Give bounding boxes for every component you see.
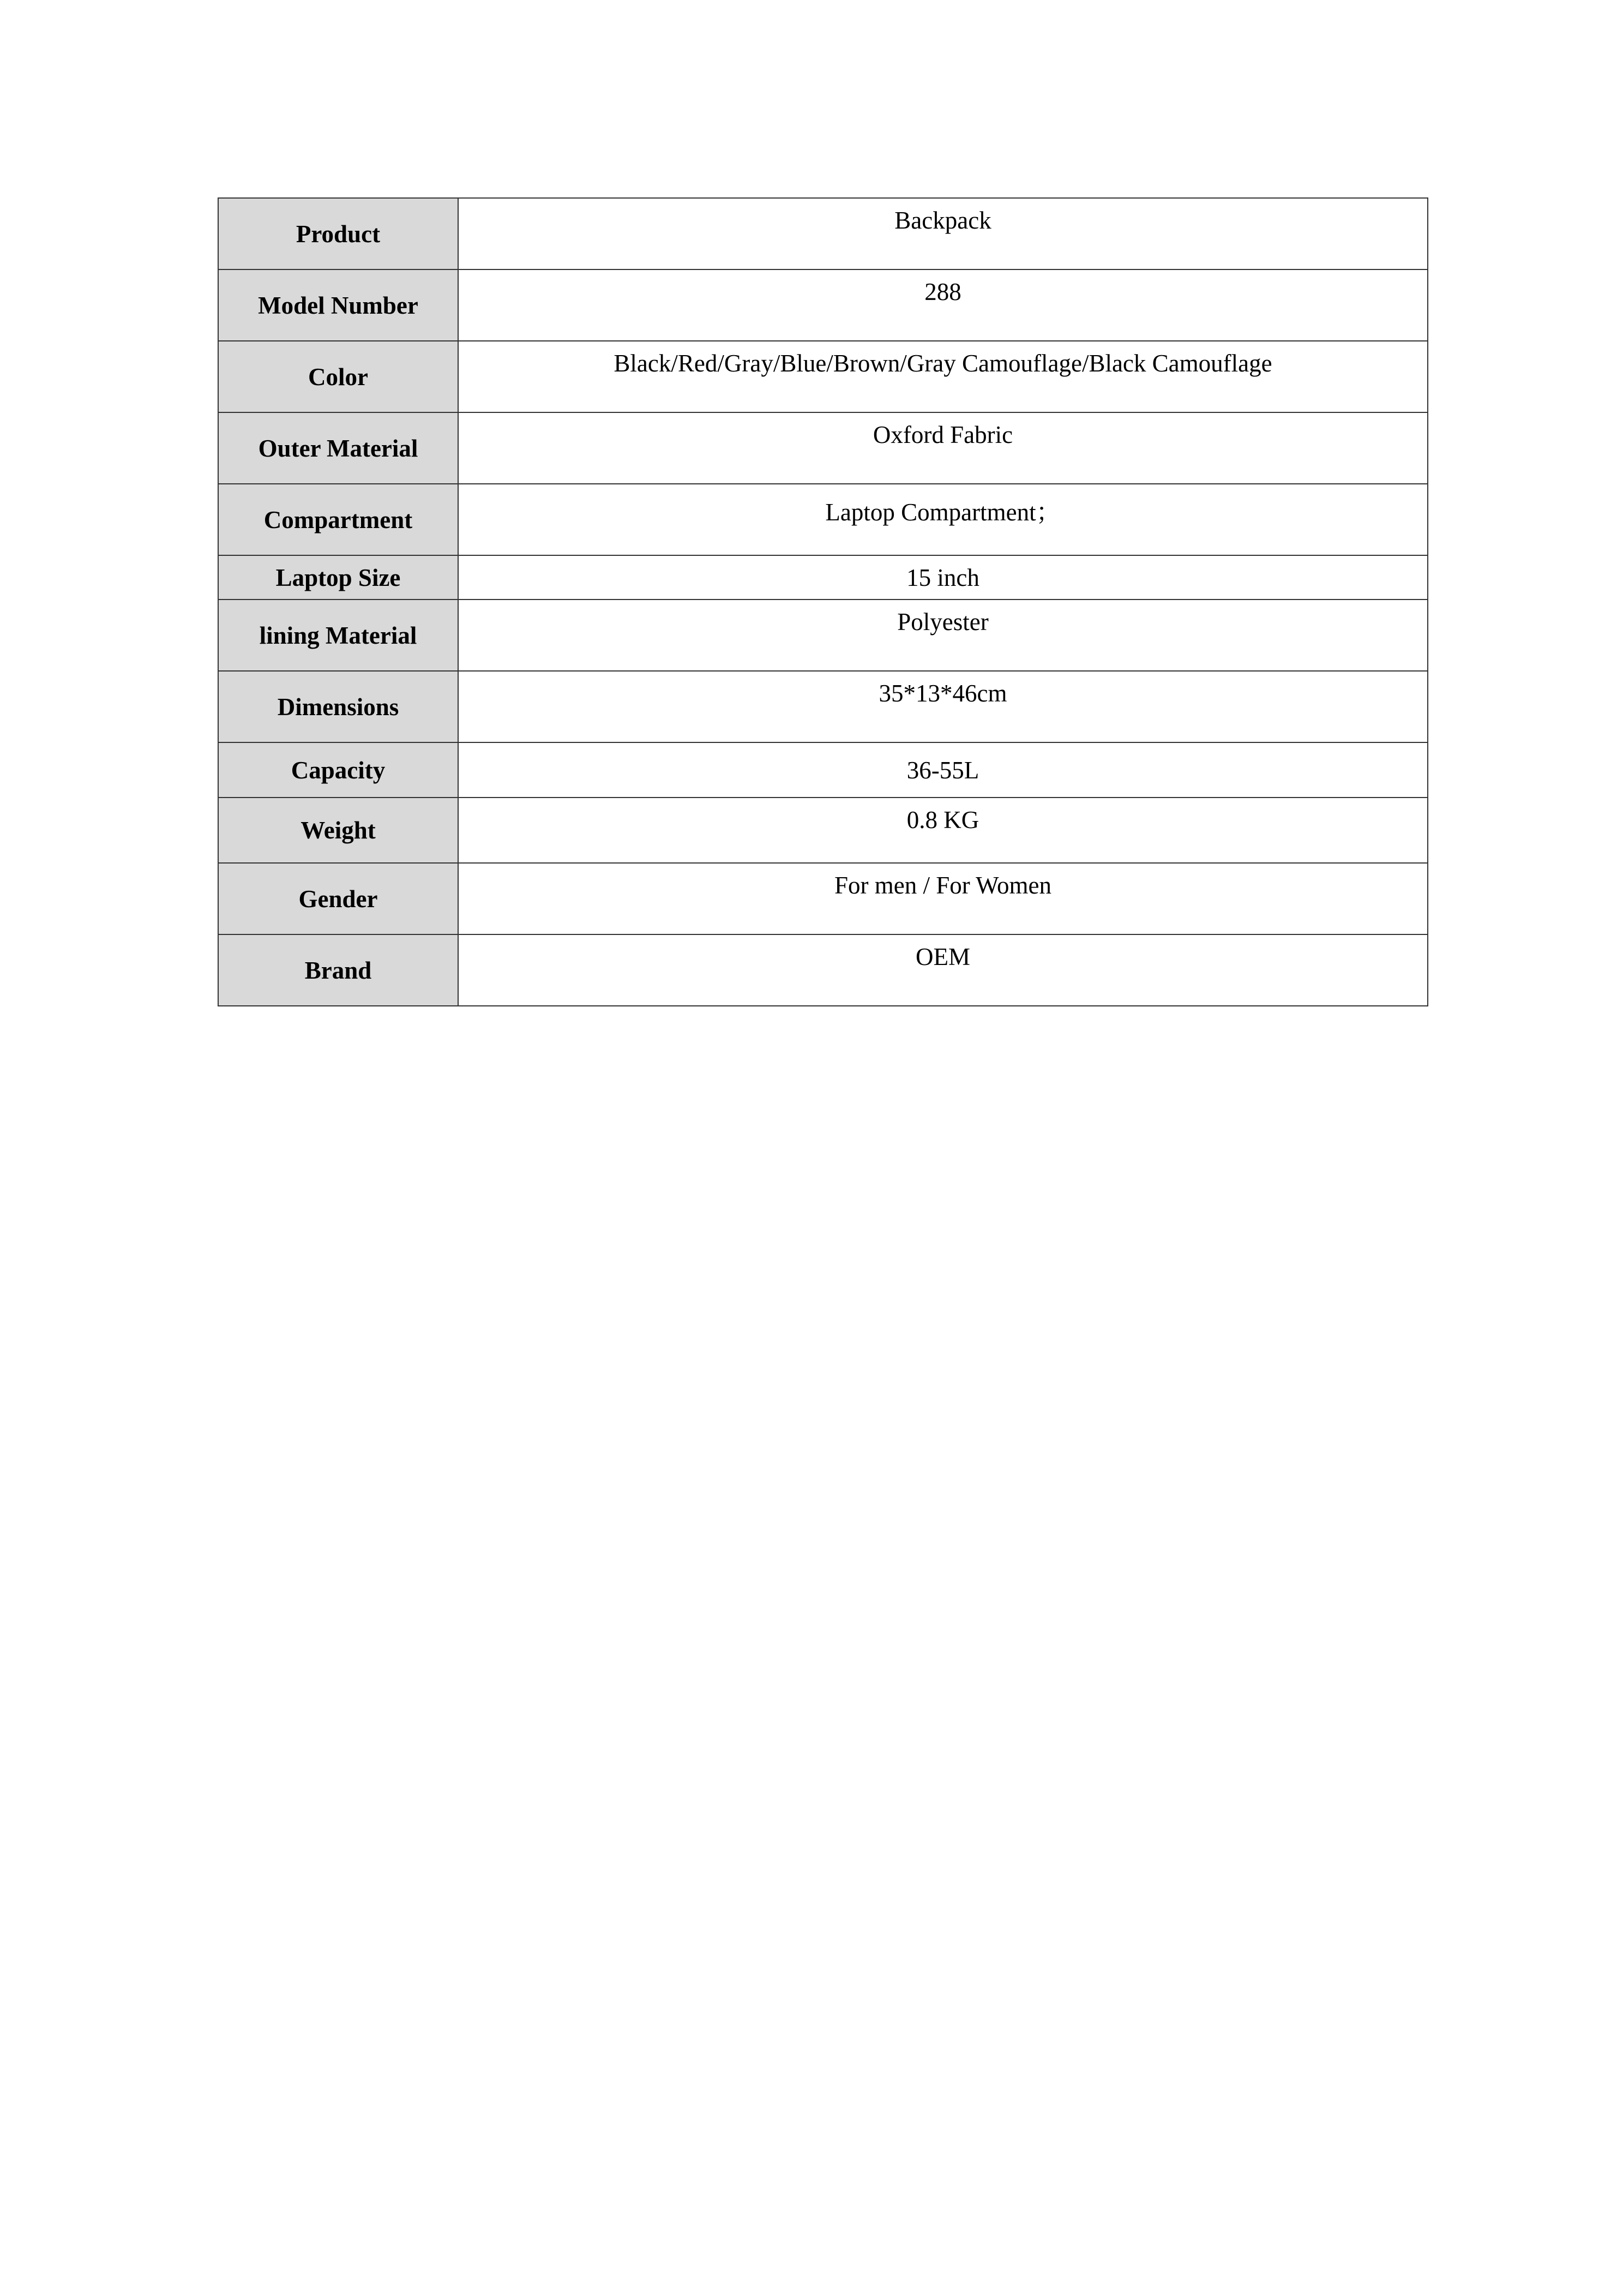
spec-value: 288 <box>458 269 1428 341</box>
spec-value: 35*13*46cm <box>458 671 1428 742</box>
spec-row-model-number <box>218 269 1428 341</box>
spec-label: Weight <box>218 798 458 863</box>
spec-row-capacity <box>218 742 1428 798</box>
spec-value: Polyester <box>458 600 1428 671</box>
spec-value: Black/Red/Gray/Blue/Brown/Gray Camouflage/Black Camouflage <box>458 341 1428 412</box>
spec-row-gender <box>218 863 1428 934</box>
spec-row-compartment <box>218 484 1428 555</box>
spec-value: 36-55L <box>458 742 1428 798</box>
spec-value: 15 inch <box>458 555 1428 600</box>
spec-label: Compartment <box>218 484 458 555</box>
spec-label: Outer Material <box>218 412 458 484</box>
spec-value: For men / For Women <box>458 863 1428 934</box>
spec-value: 0.8 KG <box>458 798 1428 863</box>
spec-row-dimensions <box>218 671 1428 742</box>
spec-label: Dimensions <box>218 671 458 742</box>
spec-row-brand <box>218 934 1428 1006</box>
spec-value: Oxford Fabric <box>458 412 1428 484</box>
spec-label: Capacity <box>218 742 458 798</box>
spec-row-product <box>218 198 1428 269</box>
spec-row-weight <box>218 798 1428 863</box>
spec-value: Backpack <box>458 198 1428 269</box>
spec-label: Brand <box>218 934 458 1006</box>
spec-label: Model Number <box>218 269 458 341</box>
spec-label: Color <box>218 341 458 412</box>
spec-label: lining Material <box>218 600 458 671</box>
spec-row-color <box>218 341 1428 412</box>
spec-value: OEM <box>458 934 1428 1006</box>
spec-label: Product <box>218 198 458 269</box>
spec-value: Laptop Compartment； <box>458 484 1428 555</box>
spec-row-outer-material <box>218 412 1428 484</box>
spec-label: Gender <box>218 863 458 934</box>
spec-row-laptop-size <box>218 555 1428 600</box>
spec-label: Laptop Size <box>218 555 458 600</box>
product-spec-table <box>218 197 1428 1006</box>
spec-row-lining-material <box>218 600 1428 671</box>
